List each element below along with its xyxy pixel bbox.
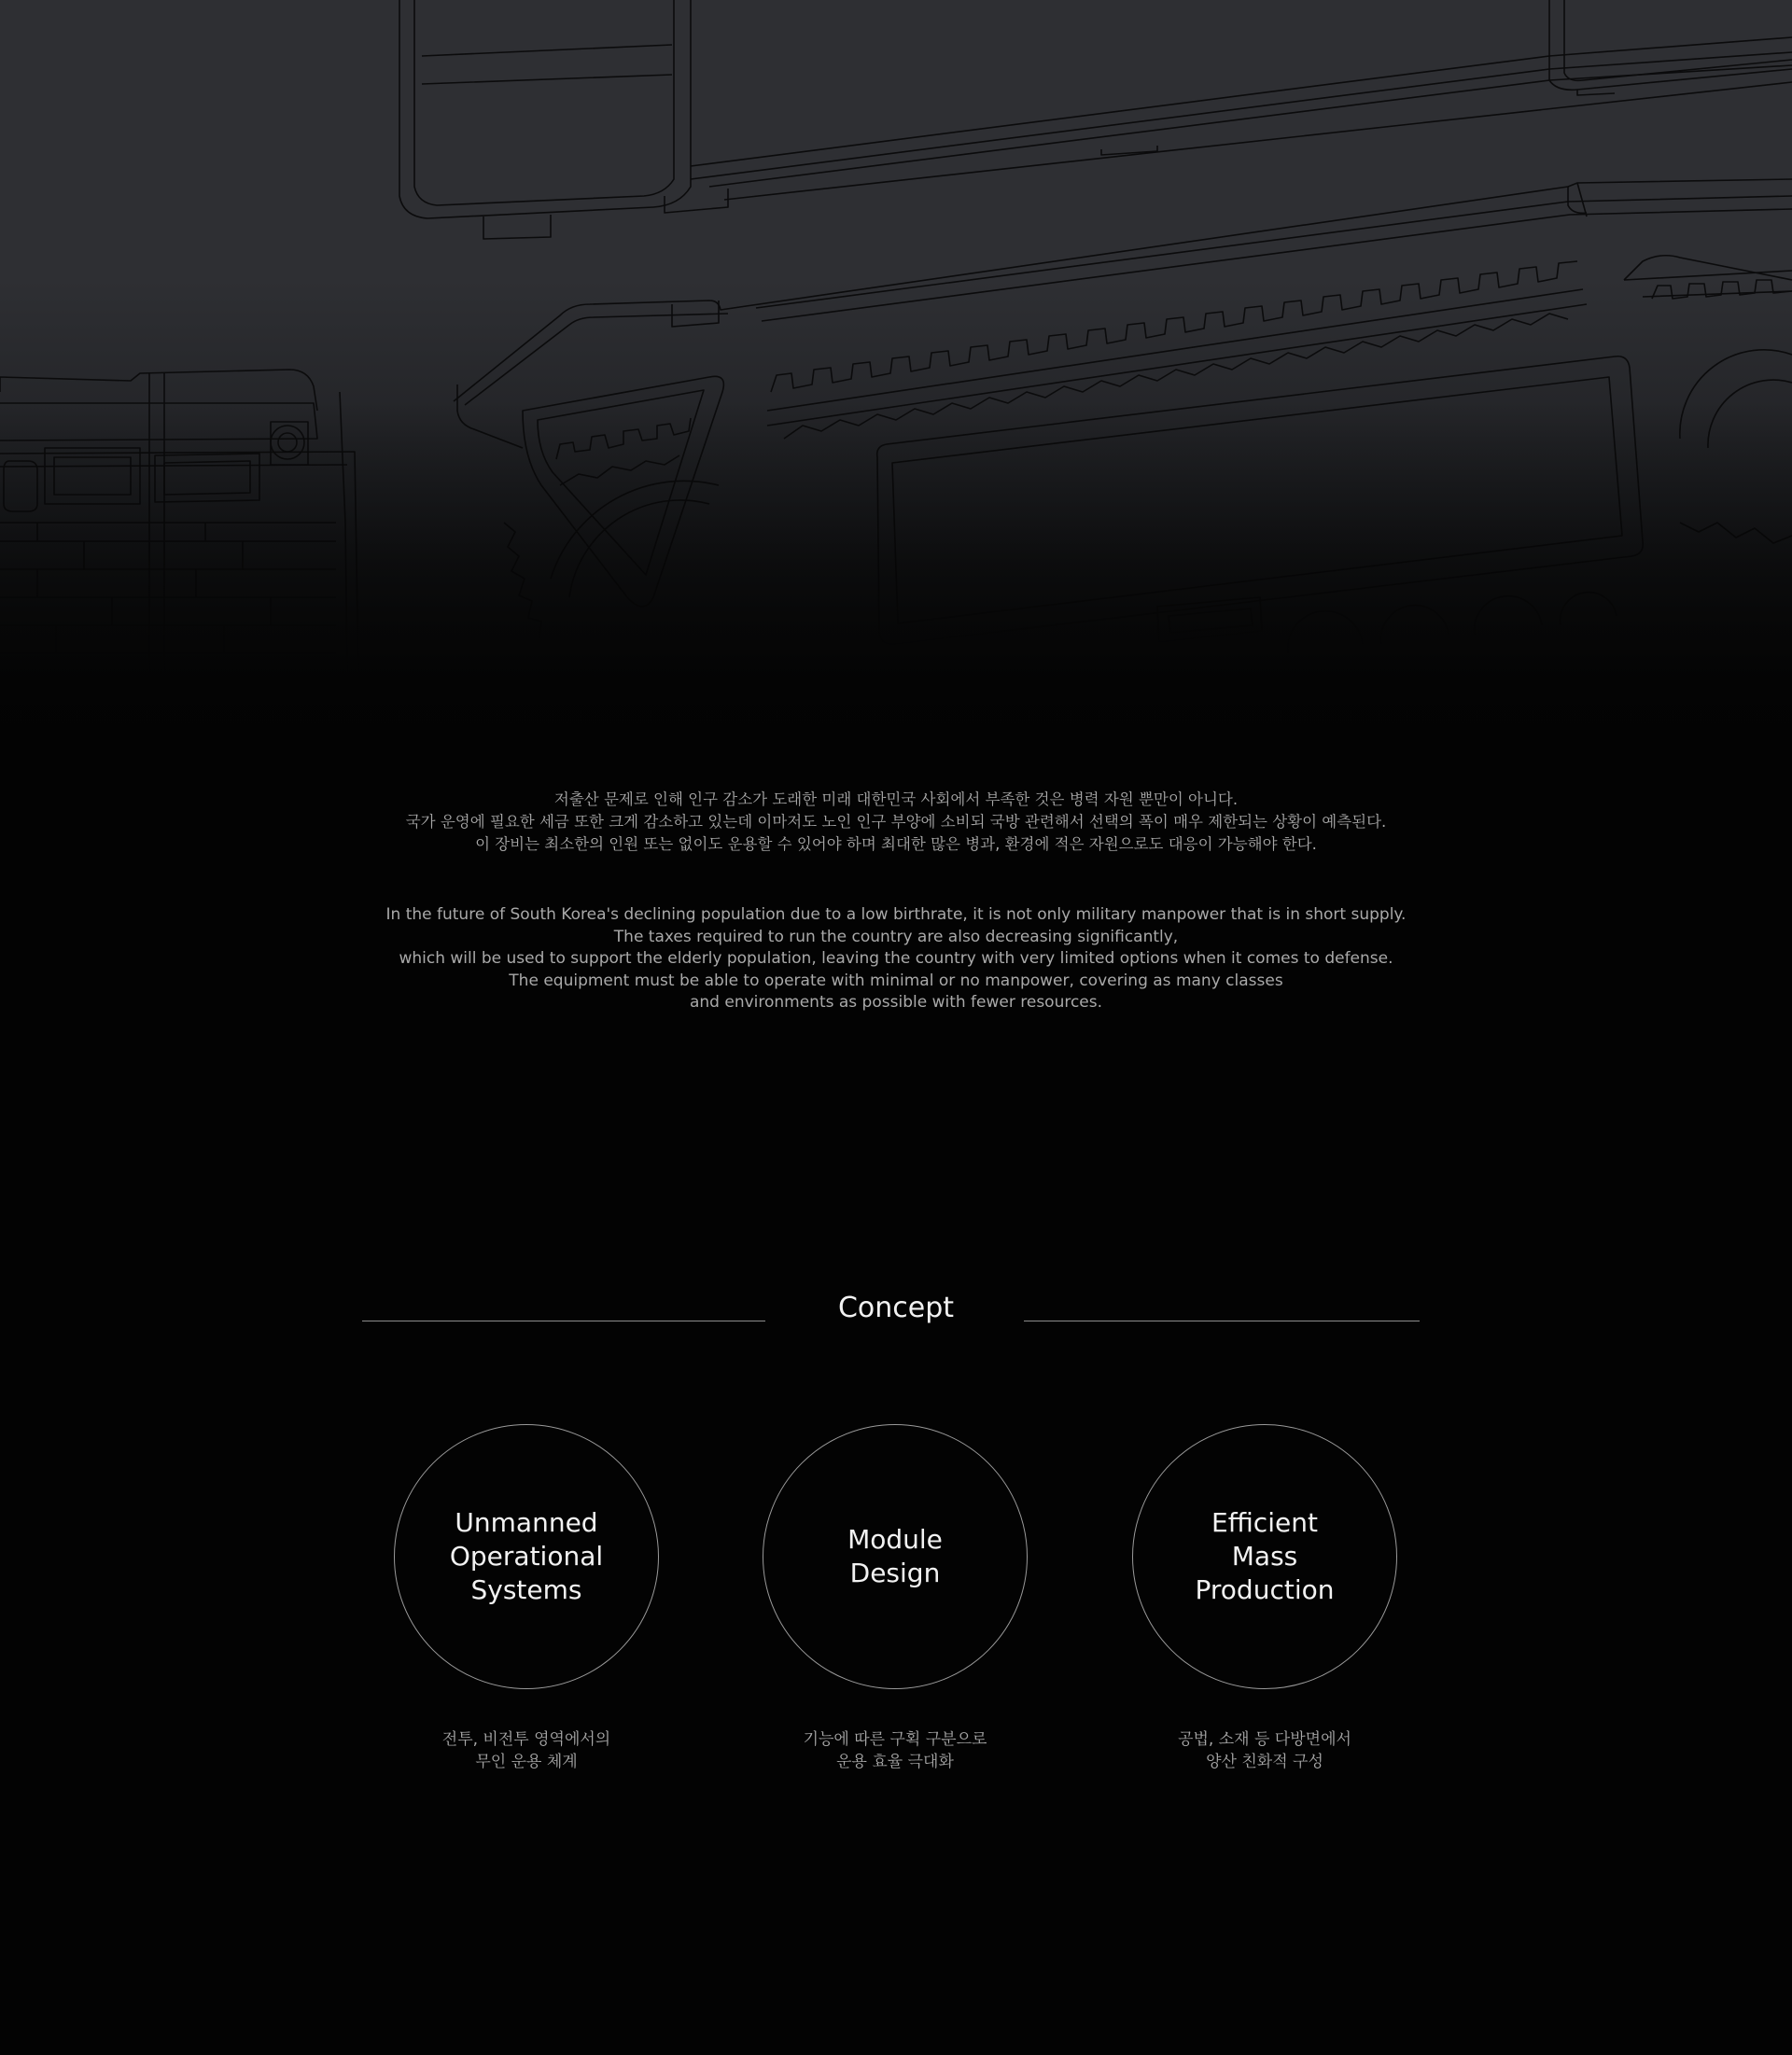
intro-english-line: In the future of South Korea's declining population due to a low birthrate, it is not only military manpower that is in short supply. bbox=[385, 905, 1407, 924]
intro-english-line: The taxes required to run the country are also decreasing significantly, bbox=[613, 927, 1179, 946]
intro-english-line: which will be used to support the elderly population, leaving the country with very limited options when it comes to defense. bbox=[399, 949, 1393, 968]
concept-circle-label bbox=[1196, 1506, 1335, 1607]
concept-circle-unmanned bbox=[394, 1424, 659, 1689]
concept-label-line: Systems bbox=[470, 1574, 582, 1605]
hero-gradient-overlay bbox=[0, 401, 1792, 765]
concept-label-line: Unmanned bbox=[455, 1507, 598, 1538]
concept-caption-module bbox=[746, 1728, 1044, 1773]
concept-caption-line: 양산 친화적 구성 bbox=[1206, 1753, 1323, 1771]
intro-korean-paragraph bbox=[0, 789, 1792, 856]
intro-english-paragraph bbox=[0, 904, 1792, 1014]
concept-label-line: Efficient bbox=[1211, 1507, 1318, 1538]
intro-korean-line: 이 장비는 최소한의 인원 또는 없이도 운용할 수 있어야 하며 최대한 많은 병과, 환경에 적은 자원으로도 대응이 가능해야 한다. bbox=[475, 835, 1317, 853]
concept-label-line: Module bbox=[847, 1524, 943, 1555]
concept-circle-production bbox=[1132, 1424, 1397, 1689]
concept-caption-production bbox=[1115, 1728, 1414, 1773]
concept-caption-line: 무인 운용 체계 bbox=[475, 1753, 578, 1771]
concept-label-line: Production bbox=[1195, 1574, 1335, 1605]
concept-caption-unmanned bbox=[377, 1728, 676, 1773]
concept-circle-label bbox=[847, 1523, 943, 1590]
concept-label-line: Operational bbox=[449, 1541, 604, 1572]
concept-circle-label bbox=[450, 1506, 603, 1607]
intro-english-line: The equipment must be able to operate with minimal or no manpower, covering as many classes bbox=[509, 971, 1283, 990]
concept-title: Concept bbox=[837, 1292, 955, 1324]
concept-circle-module bbox=[763, 1424, 1028, 1689]
hero-illustration bbox=[0, 0, 1792, 765]
concept-caption-line: 기능에 따른 구획 구분으로 bbox=[803, 1730, 987, 1749]
concept-caption-line: 전투, 비전투 영역에서의 bbox=[441, 1730, 611, 1749]
concept-label-line: Mass bbox=[1231, 1541, 1298, 1572]
intro-korean-line: 저출산 문제로 인해 인구 감소가 도래한 미래 대한민국 사회에서 부족한 것은 병력 자원 뿐만이 아니다. bbox=[553, 790, 1239, 808]
concept-caption-line: 공법, 소재 등 다방면에서 bbox=[1178, 1730, 1351, 1749]
intro-korean-line: 국가 운영에 필요한 세금 또한 크게 감소하고 있는데 이마저도 노인 인구 부양에 소비되 국방 관련해서 선택의 폭이 매우 제한되는 상황이 예측된다. bbox=[405, 813, 1387, 831]
intro-english-line: and environments as possible with fewer resources. bbox=[689, 993, 1103, 1012]
concept-label-line: Design bbox=[849, 1558, 941, 1588]
concept-caption-line: 운용 효율 극대화 bbox=[836, 1753, 954, 1771]
